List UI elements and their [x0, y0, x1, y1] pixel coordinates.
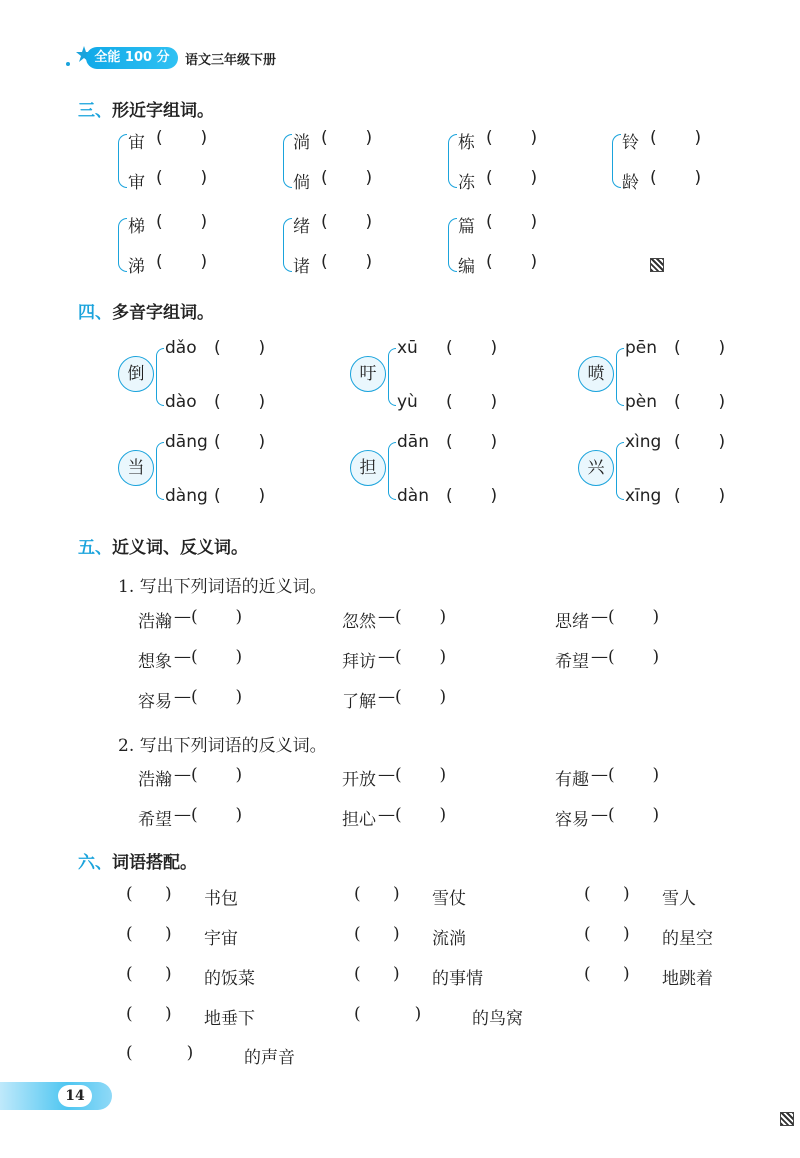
group-char: 诸	[293, 257, 310, 277]
brace-icon	[612, 134, 621, 188]
series-badge: 全能 100 分	[86, 47, 178, 69]
dash-blank[interactable]: —( )	[174, 805, 243, 825]
footer-bar	[0, 1082, 112, 1110]
page-number: 14	[58, 1085, 92, 1107]
word-label: 希望	[138, 810, 172, 830]
pinyin-label: xū	[397, 338, 418, 358]
group-char: 栋	[458, 133, 475, 153]
answer-blank[interactable]: ( )	[446, 432, 498, 452]
answer-blank[interactable]: ( )	[321, 168, 373, 188]
word-label: 思绪	[555, 612, 589, 632]
word-label: 容易	[138, 692, 172, 712]
collocation-word: 雪仗	[432, 889, 466, 909]
pinyin-label: dāng	[165, 432, 208, 452]
question-2: 2. 写出下列词语的反义词。	[118, 736, 327, 756]
section-3-title	[78, 96, 214, 121]
word-label: 容易	[555, 810, 589, 830]
collocation-word: 的饭菜	[204, 969, 255, 989]
pinyin-label: yù	[397, 392, 418, 412]
book-title: 语文三年级下册	[185, 53, 277, 68]
word-label: 开放	[342, 770, 376, 790]
collocation-blank[interactable]: ( )	[126, 1004, 172, 1024]
dash-blank[interactable]: —( )	[174, 765, 243, 785]
char-flower: 倒	[118, 356, 154, 392]
word-label: 有趣	[555, 770, 589, 790]
brace-icon	[616, 442, 624, 500]
collocation-blank[interactable]: ( )	[354, 924, 400, 944]
answer-blank[interactable]: ( )	[214, 432, 266, 452]
brace-icon	[448, 218, 457, 272]
answer-blank[interactable]: ( )	[156, 252, 208, 272]
group-char: 龄	[622, 173, 639, 193]
collocation-blank[interactable]: ( )	[354, 964, 400, 984]
brace-icon	[448, 134, 457, 188]
collocation-blank[interactable]: ( )	[354, 1004, 422, 1024]
pinyin-label: pèn	[625, 392, 658, 412]
collocation-blank[interactable]: ( )	[126, 924, 172, 944]
group-char: 审	[128, 173, 145, 193]
group-char: 冻	[458, 173, 475, 193]
word-label: 希望	[555, 652, 589, 672]
collocation-word: 宇宙	[204, 929, 238, 949]
collocation-blank[interactable]: ( )	[126, 884, 172, 904]
section-6-title	[78, 848, 197, 873]
collocation-word: 流淌	[432, 929, 466, 949]
answer-blank[interactable]: ( )	[214, 486, 266, 506]
answer-blank[interactable]: ( )	[650, 128, 702, 148]
answer-blank[interactable]: ( )	[214, 338, 266, 358]
dash-blank[interactable]: —( )	[591, 805, 660, 825]
dash-blank[interactable]: —( )	[378, 687, 447, 707]
collocation-word: 的鸟窝	[472, 1009, 523, 1029]
brace-icon	[388, 442, 396, 500]
collocation-word: 地跳着	[662, 969, 713, 989]
group-char: 编	[458, 257, 475, 277]
brace-icon	[118, 218, 127, 272]
pinyin-label: dǎo	[165, 338, 197, 358]
collocation-word: 的事情	[432, 969, 483, 989]
word-label: 忽然	[342, 612, 376, 632]
answer-blank[interactable]: ( )	[446, 486, 498, 506]
answer-blank[interactable]: ( )	[321, 252, 373, 272]
pinyin-label: dàng	[165, 486, 208, 506]
group-char: 铃	[622, 133, 639, 153]
collocation-word: 的星空	[662, 929, 713, 949]
answer-blank[interactable]: ( )	[486, 128, 538, 148]
group-char: 涕	[128, 257, 145, 277]
group-char: 倘	[293, 173, 310, 193]
char-flower: 当	[118, 450, 154, 486]
qr-code-icon	[780, 1112, 794, 1126]
pinyin-label: dàn	[397, 486, 429, 506]
word-label: 担心	[342, 810, 376, 830]
section-3-number: 三、	[78, 101, 112, 121]
answer-blank[interactable]: ( )	[674, 486, 726, 506]
section-6-text: 词语搭配。	[112, 853, 197, 873]
word-label: 拜访	[342, 652, 376, 672]
dash-blank[interactable]: —( )	[174, 647, 243, 667]
dash-blank[interactable]: —( )	[378, 647, 447, 667]
section-3-text: 形近字组词。	[112, 101, 214, 121]
collocation-blank[interactable]: ( )	[584, 924, 630, 944]
collocation-blank[interactable]: ( )	[126, 964, 172, 984]
section-4-number: 四、	[78, 303, 112, 323]
group-char: 宙	[128, 133, 145, 153]
char-flower: 喷	[578, 356, 614, 392]
section-6-number: 六、	[78, 853, 112, 873]
group-char: 绪	[293, 217, 310, 237]
answer-blank[interactable]: ( )	[674, 338, 726, 358]
answer-blank[interactable]: ( )	[446, 338, 498, 358]
section-4-title	[78, 298, 214, 323]
pinyin-label: pēn	[625, 338, 658, 358]
answer-blank[interactable]: ( )	[674, 432, 726, 452]
answer-blank[interactable]: ( )	[486, 252, 538, 272]
answer-blank[interactable]: ( )	[321, 128, 373, 148]
dash-blank[interactable]: —( )	[591, 647, 660, 667]
answer-blank[interactable]: ( )	[650, 168, 702, 188]
question-1: 1. 写出下列词语的近义词。	[118, 577, 327, 597]
group-char: 淌	[293, 133, 310, 153]
section-5-number: 五、	[78, 538, 112, 558]
brace-icon	[156, 442, 164, 500]
group-char: 梯	[128, 217, 145, 237]
section-4-text: 多音字组词。	[112, 303, 214, 323]
brace-icon	[283, 134, 292, 188]
collocation-blank[interactable]: ( )	[584, 884, 630, 904]
pinyin-label: xīng	[625, 486, 662, 506]
group-char: 篇	[458, 217, 475, 237]
answer-blank[interactable]: ( )	[486, 168, 538, 188]
word-label: 浩瀚	[138, 612, 172, 632]
dash-blank[interactable]: —( )	[378, 765, 447, 785]
dash-blank[interactable]: —( )	[174, 607, 243, 627]
char-flower: 兴	[578, 450, 614, 486]
brace-icon	[283, 218, 292, 272]
answer-blank[interactable]: ( )	[156, 168, 208, 188]
brace-icon	[388, 348, 396, 406]
dash-blank[interactable]: —( )	[378, 607, 447, 627]
brace-icon	[156, 348, 164, 406]
collocation-blank[interactable]: ( )	[354, 884, 400, 904]
word-label: 了解	[342, 692, 376, 712]
collocation-word: 的声音	[244, 1048, 295, 1068]
collocation-word: 书包	[204, 889, 238, 909]
collocation-blank[interactable]: ( )	[126, 1043, 194, 1063]
char-flower: 吁	[350, 356, 386, 392]
answer-blank[interactable]: ( )	[156, 212, 208, 232]
pinyin-label: xìng	[625, 432, 662, 452]
answer-blank[interactable]: ( )	[156, 128, 208, 148]
answer-blank[interactable]: ( )	[321, 212, 373, 232]
section-5-text: 近义词、反义词。	[112, 538, 248, 558]
qr-code-icon	[650, 258, 664, 272]
brace-icon	[118, 134, 127, 188]
dash-blank[interactable]: —( )	[591, 607, 660, 627]
collocation-blank[interactable]: ( )	[584, 964, 630, 984]
word-label: 浩瀚	[138, 770, 172, 790]
answer-blank[interactable]: ( )	[446, 392, 498, 412]
dash-blank[interactable]: —( )	[174, 687, 243, 707]
pinyin-label: dān	[397, 432, 429, 452]
char-flower: 担	[350, 450, 386, 486]
dash-blank[interactable]: —( )	[378, 805, 447, 825]
collocation-word: 地垂下	[204, 1009, 255, 1029]
answer-blank[interactable]: ( )	[214, 392, 266, 412]
pinyin-label: dào	[165, 392, 197, 412]
word-label: 想象	[138, 652, 172, 672]
answer-blank[interactable]: ( )	[486, 212, 538, 232]
collocation-word: 雪人	[662, 889, 696, 909]
answer-blank[interactable]: ( )	[674, 392, 726, 412]
dash-blank[interactable]: —( )	[591, 765, 660, 785]
brace-icon	[616, 348, 624, 406]
section-5-title	[78, 533, 248, 558]
